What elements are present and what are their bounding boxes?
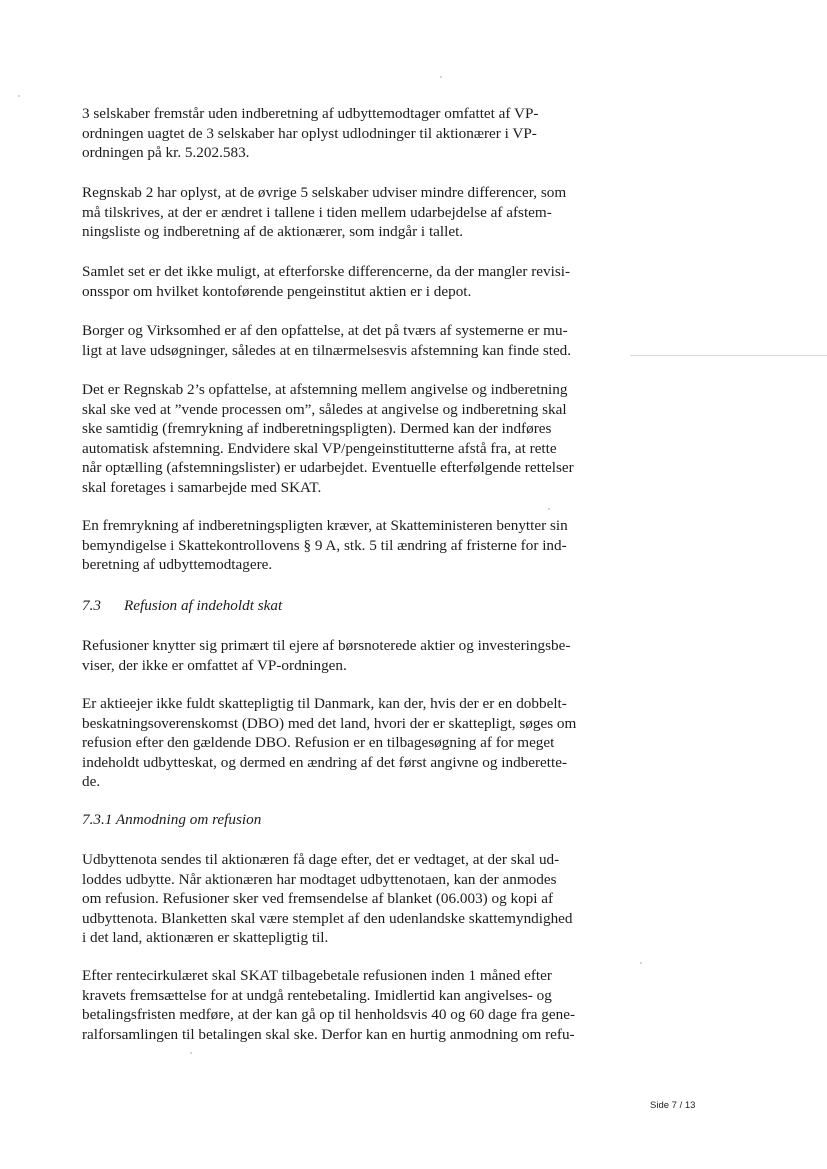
text-line: udbyttenota. Blanketten skal være stemplet af den udenlandske skattemyndighed xyxy=(82,909,573,927)
text-line: i det land, aktionæren er skattepligtig til. xyxy=(82,929,329,947)
scan-speck xyxy=(440,76,442,78)
text-line: viser, der ikke er omfattet af VP-ordningen. xyxy=(82,656,347,674)
text-line: ningsliste og indberetning af de aktionærer, som indgår i tallet. xyxy=(82,223,464,241)
paragraph-dbo xyxy=(82,694,630,792)
text-line: må tilskrives, at der er ændret i tallene i tiden mellem udarbejdelse af afstem- xyxy=(82,203,552,221)
text-line: Regnskab 2 har oplyst, at de øvrige 5 selskaber udviser mindre differencer, som xyxy=(82,184,567,201)
text-line: ske samtidig (fremrykning af indberetningspligten). Dermed kan der indføres xyxy=(82,420,552,438)
text-line: Borger og Virksomhed er af den opfattelse, at det på tværs af systemerne er mu- xyxy=(82,322,568,339)
scan-speck xyxy=(548,508,550,510)
text-line: Det er Regnskab 2’s opfattelse, at afstemning mellem angivelse og indberetning xyxy=(82,381,568,398)
text-line: betalingsfristen medføre, at der kan gå op til henholdsvis 40 og 60 dage fra gene- xyxy=(82,1006,576,1024)
text-line: skal foretages i samarbejde med SKAT. xyxy=(82,478,322,496)
paragraph-three-companies xyxy=(82,104,630,163)
paragraph-reverse-process xyxy=(82,380,630,498)
section-title: Anmodning om refusion xyxy=(115,811,262,828)
text-line: beretning af udbyttemodtagere. xyxy=(82,556,273,574)
page-number: Side 7 / 13 xyxy=(650,1100,696,1111)
text-line: Refusioner knytter sig primært til ejere af børsnoterede aktier og investeringsbe- xyxy=(82,637,571,654)
text-line: skal ske ved at ”vende processen om”, således at angivelse og indberetning skal xyxy=(82,400,567,418)
text-line: ligt at lave udsøgninger, således at en tilnærmelsesvis afstemning kan finde sted. xyxy=(82,341,572,359)
text-line: når optælling (afstemningslister) er udarbejdet. Eventuelle efterfølgende rettelser xyxy=(82,459,574,477)
text-line: bemyndigelse i Skattekontrollovens § 9 A, stk. 5 til ændring af fristerne for ind- xyxy=(82,536,567,554)
scan-artifact-line xyxy=(630,355,827,356)
paragraph-udbyttenota xyxy=(82,850,630,948)
scan-speck xyxy=(190,1052,192,1054)
text-line: 3 selskaber fremstår uden indberetning af udbyttemodtager omfattet af VP- xyxy=(82,105,539,122)
section-number: 7.3 xyxy=(82,597,101,614)
text-line: refusion efter den gældende DBO. Refusion er en tilbagesøgning af for meget xyxy=(82,734,555,752)
text-line: Samlet set er det ikke muligt, at efterforske differencerne, da der mangler revisi- xyxy=(82,263,571,280)
text-line: ordningen på kr. 5.202.583. xyxy=(82,144,250,162)
text-line: om refusion. Refusioner sker ved fremsendelse af blanket (06.003) og kopi af xyxy=(82,890,554,908)
text-line: Udbyttenota sendes til aktionæren få dage efter, det er vedtaget, at der skal ud- xyxy=(82,851,560,868)
paragraph-skattekontrolloven xyxy=(82,516,630,575)
paragraph-borger-virksomhed xyxy=(82,321,630,360)
text-line: de. xyxy=(82,773,101,791)
section-number: 7.3.1 xyxy=(82,811,113,828)
paragraph-audit-trail xyxy=(82,262,630,301)
scan-speck xyxy=(18,95,20,97)
paragraph-regnskab-differences xyxy=(82,183,630,242)
text-line: kravets fremsættelse for at undgå rentebetaling. Imidlertid kan angivelses- og xyxy=(82,986,552,1004)
text-line: En fremrykning af indberetningspligten kræver, at Skatteministeren benytter sin xyxy=(82,517,568,534)
text-line: beskatningsoverenskomst (DBO) med det land, hvori der er skattepligt, søges om xyxy=(82,714,577,732)
text-line: Er aktieejer ikke fuldt skattepligtig til Danmark, kan der, hvis der er en dobbelt- xyxy=(82,695,567,712)
text-line: automatisk afstemning. Endvidere skal VP/pengeinstitutterne afstå fra, at rette xyxy=(82,439,557,457)
text-line: ralforsamlingen til betalingen skal ske. Derfor kan en hurtig anmodning om refu- xyxy=(82,1025,575,1043)
text-line: onsspor om hvilket kontoførende pengeinstitut aktien er i depot. xyxy=(82,282,472,300)
section-heading-7-3 xyxy=(82,596,282,616)
text-line: loddes udbytte. Når aktionæren har modtaget udbyttenotaen, kan der anmodes xyxy=(82,870,557,888)
scan-speck xyxy=(640,962,642,964)
paragraph-rentecirkulaeret xyxy=(82,966,630,1044)
text-line: ordningen uagtet de 3 selskaber har oplyst udlodninger til aktionærer i VP- xyxy=(82,124,537,142)
paragraph-refusioner xyxy=(82,636,630,675)
section-title: Refusion af indeholdt skat xyxy=(124,597,283,614)
text-line: indeholdt udbytteskat, og dermed en ændring af det først angivne og indberette- xyxy=(82,753,568,771)
section-heading-7-3-1 xyxy=(82,810,261,830)
text-line: Efter rentecirkulæret skal SKAT tilbagebetale refusionen inden 1 måned efter xyxy=(82,967,552,984)
